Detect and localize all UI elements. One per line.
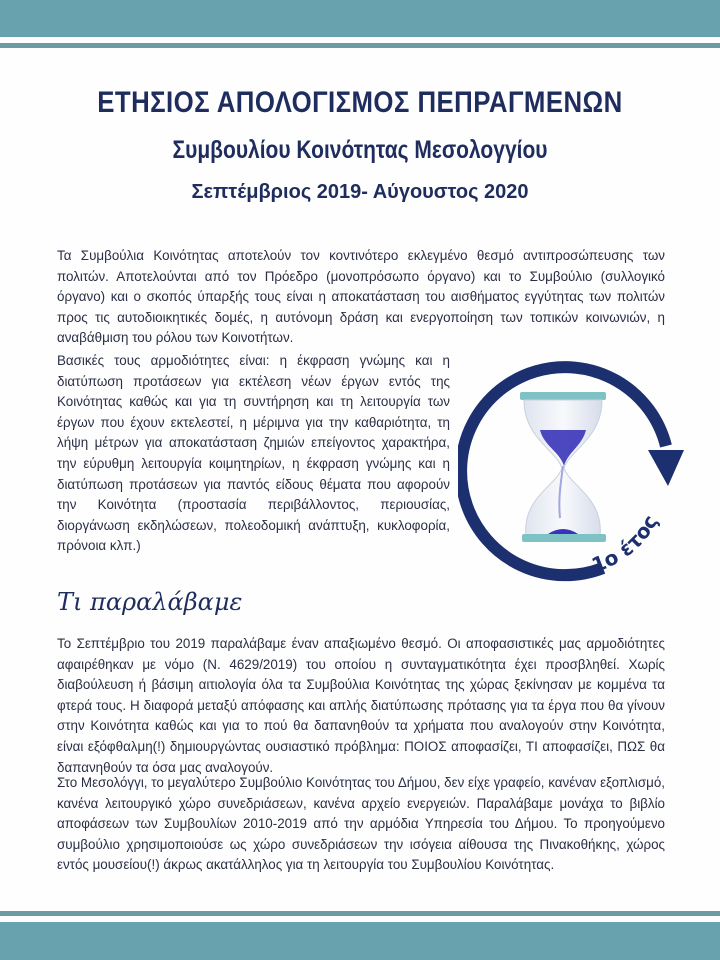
document-title: ΕΤΗΣΙΟΣ ΑΠΟΛΟΓΙΣΜΟΣ ΠΕΠΡΑΓΜΕΝΩΝ [97, 86, 623, 119]
bottom-decorative-line [0, 911, 720, 916]
hourglass-cycle-graphic [458, 358, 698, 588]
section-heading: Τι παραλάβαμε [57, 588, 243, 616]
intro-paragraph-2: Βασικές τους αρμοδιότητες είναι: η έκφραση γνώμης και η διατύπωση προτάσεων για εκτέλεση νέων έργων εντός της Κοινότητας καθώς και για τη συντήρηση και τη λειτουργία των έργων που έχουν εκτελεστεί, η μέριμνα για την καθαριότητα, τη λήψη μέτρων για αποκατάσταση ζημιών επείγοντος χαρακτήρα, την εύρυθμη λειτουργία κοιμητηρίων, η έκφραση γνώμης και η διατύπωση προτάσεων για παντός είδους θέματα που αφορούν την Κοινότητα (προστασία περιβάλλοντος, περιουσίας, διοργάνωση εκδηλώσεων, πολεοδομική ανάπτυξη, κυκλοφορία, πρόνοια κλπ.) [57, 353, 450, 554]
intro-paragraph-1: Τα Συμβούλια Κοινότητας αποτελούν τον κοντινότερο εκλεγμένο θεσμό αντιπροσώπευσης των πολιτών. Αποτελούνται από τον Πρόεδρο (μονοπρόσωπο όργανο) και το Συμβούλιο (συλλογικό όργανο) και ο σκοπός ύπαρξής τους είναι η αποκατάσταση του αισθήματος εγγύτητας των πολιτών προς τις αυτοδιοικητικές δομές, η αυτόνομη δράση και ενεργοποίηση των τοπικών κοινωνιών, η αναβάθμιση του ρόλου των Κοινοτήτων. [57, 248, 665, 346]
section-paragraph-1: Το Σεπτέμβριο του 2019 παραλάβαμε έναν απαξιωμένο θεσμό. Οι αποφασιστικές μας αρμοδιότητες αφαιρέθηκαν με νόμο (Ν. 4629/2019) του οποίου η συνταγματικότητα έχει προσβληθεί. Χωρίς διαβούλευση ή βάσιμη αιτιολογία όλα τα Συμβούλια Κοινότητας της χώρας ξεκίνησαν με κομμένα τα φτερά τους. Η διαφορά μεταξύ απόφασης και απλής διατύπωσης πρότασης για τα έργα που θα γίνουν στην Κοινότητα καθώς και για το πού θα δαπανηθούν τα χρήματα που αναλογούν στην Κοινότητα, είναι εξόφθαλμη(!) δημιουργώντας ουσιαστικό πρόβλημα: ΠΟΙΟΣ αποφασίζει, ΤΙ αποφασίζει, ΠΩΣ θα δαπανηθούν τα όσα μας αναλογούν. [57, 636, 665, 775]
document-subtitle: Συμβουλίου Κοινότητας Μεσολογγίου [172, 136, 548, 164]
top-decorative-band [0, 0, 720, 37]
top-decorative-line [0, 43, 720, 48]
section-paragraph-2: Στο Μεσολόγγι, το μεγαλύτερο Συμβούλιο Κοινότητας του Δήμου, δεν είχε γραφείο, κανέναν εξοπλισμό, κανένα λειτουργικό χώρο συνεδριάσεων, κανένα αρχείο ενεργειών. Παραλάβαμε μονάχα το βιβλίο αποφάσεων των Συμβουλίων 2010-2019 από την αρμόδια Υπηρεσία του Δήμου. Το προηγούμενο συμβούλιο χρησιμοποιούσε ως χώρο συνεδριάσεων την ισόγεια αίθουσα της Πινακοθήκης, χώρος εντός μουσείου(!) άκρως ακατάλληλος για τη λειτουργία του Συμβουλίου Κοινότητας. [57, 775, 665, 873]
year-label: 1ο έτος [588, 510, 663, 578]
bottom-decorative-band [0, 922, 720, 960]
reporting-period: Σεπτέμβριος 2019- Αύγουστος 2020 [191, 181, 529, 203]
hourglass-cycle-icon [458, 358, 698, 588]
arrow-head-icon [648, 450, 684, 486]
